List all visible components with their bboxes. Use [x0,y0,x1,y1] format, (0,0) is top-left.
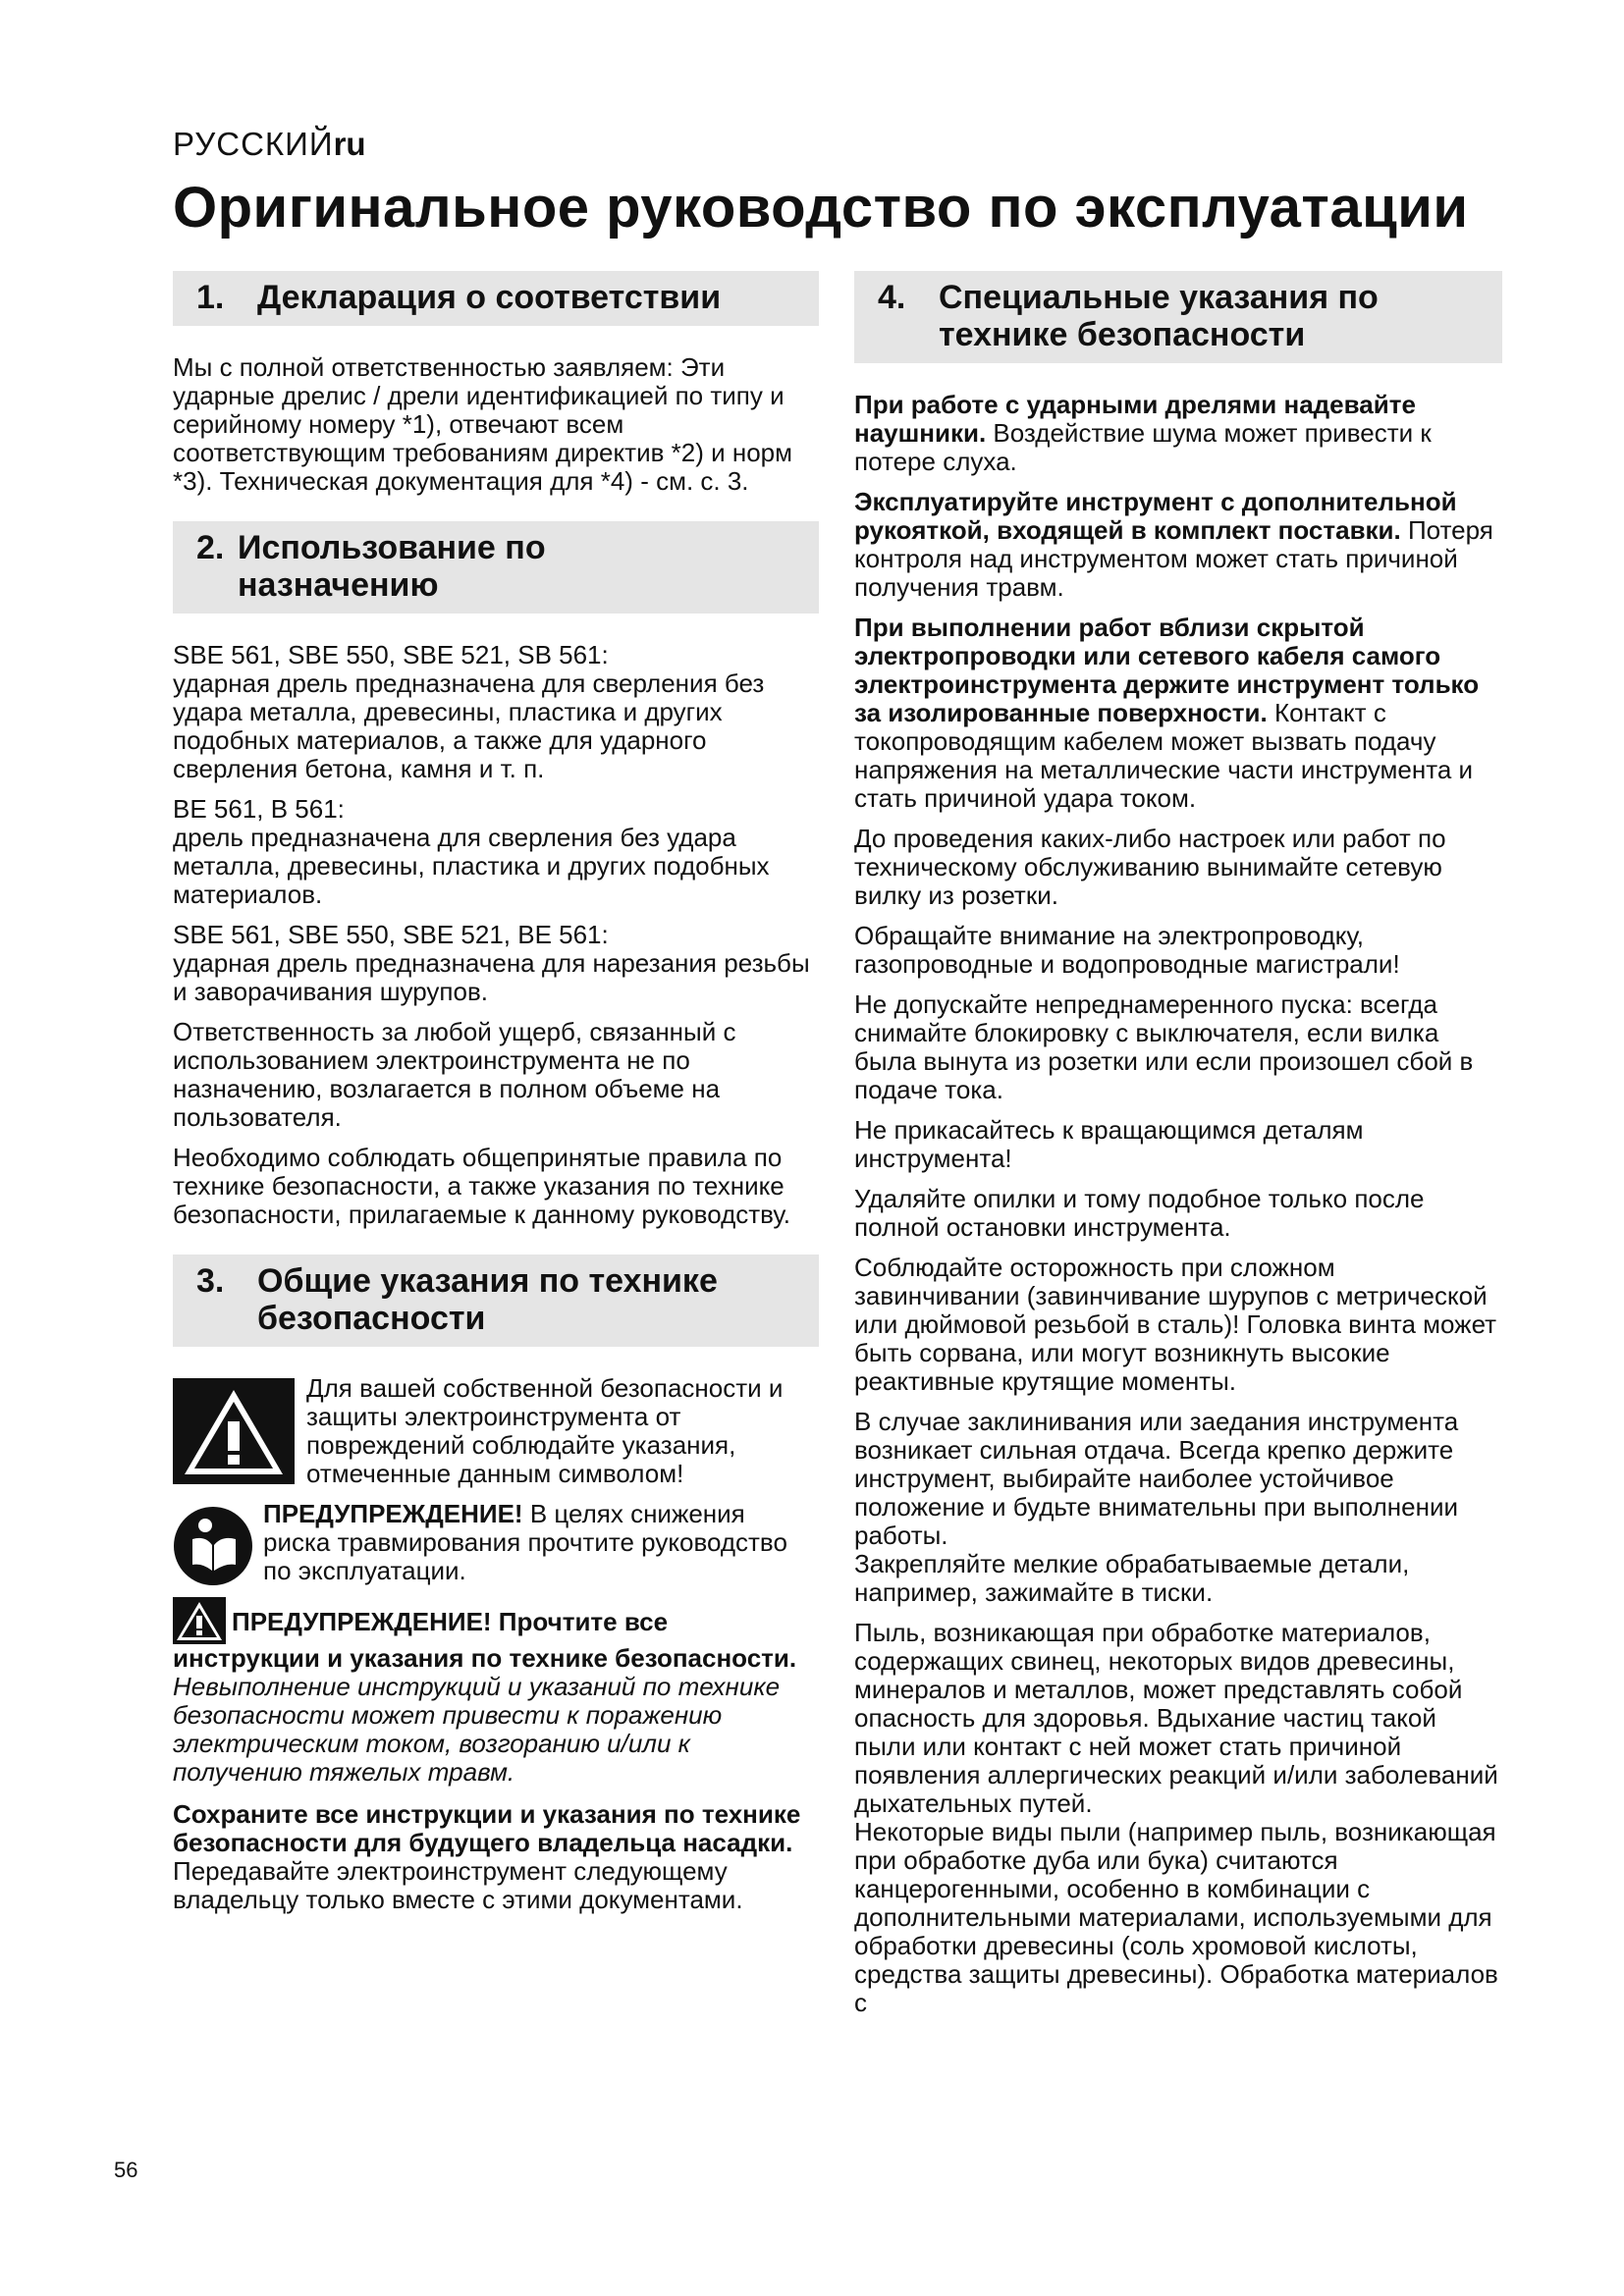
safety-item-bold: При выполнении работ вблизи скрытой электропроводки или сетевого кабеля самого электроинструмента держите инструмент только за изолированные поверхности. [854,613,1480,727]
model-list: SBE 561, SBE 550, SBE 521, BE 561: [173,920,609,949]
right-column [854,271,1502,2029]
safety-item [854,1818,1502,2017]
safety-item-bold: При работе с ударными дрелями надевайте наушники. [854,390,1416,448]
safety-item [854,1185,1502,1242]
small-warning-triangle-icon [173,1597,226,1644]
keep-bold-text: Сохраните все инструкции и указания по технике безопасности для будущего владельца насадки. [173,1799,801,1857]
safety-item-text: Потеря контроля над инструментом может стать причиной получения травм. [854,515,1493,602]
warning-label: ПРЕДУПРЕЖДЕНИЕ! [263,1499,523,1528]
warning-read-manual [263,1500,819,1585]
safety-item-text: Контакт с токопроводящим кабелем может вызвать подачу напряжения на металлические части инструмента и стать причиной удара током. [854,698,1474,813]
warning-triangle-icon [173,1378,295,1484]
section-2-heading [173,521,819,614]
paragraph: ударная дрель предназначена для нарезания резьбы и заворачивания шурупов. [173,948,810,1006]
keep-text: Передавайте электроинструмент следующему владельцу только вместе с этими документами. [173,1856,743,1914]
section-1-heading [173,271,819,326]
safety-item [854,391,1502,476]
page-number: 56 [114,2158,138,2182]
paragraph: Мы с полной ответственностью заявляем: Эти ударные дрелис / дрели идентификацией по типу и серийному номеру *1), отвечают всем соответствующим требованиям директив *2) и норм *3). Техническая документация для *4) - см. с. 3. [173,352,792,496]
general-warning [173,1597,819,1787]
safety-item-text: Не допускайте непреднамеренного пуска: всегда снимайте блокировку с выключателя, если вилка была вынута из розетки или если произошел сбой в подаче тока. [854,989,1474,1104]
paragraph: дрель предназначена для сверления без удара металла, древесины, пластика и других подобных материалов. [173,823,770,909]
safety-item-text: Некоторые виды пыли (например пыль, возникающая при обработке дуба или бука) считаются канцерогенными, особенно в комбинации с дополнительными материалами, используемыми для обработки древесины (соль хромовой кислоты, средства защиты древесины). Обработка материалов с [854,1817,1498,2017]
safety-item [854,1116,1502,1173]
safety-item [854,488,1502,602]
safety-item-text: Обращайте внимание на электропроводку, газопроводные и водопроводные магистрали! [854,921,1400,979]
section-4-heading [854,271,1502,363]
safety-item [854,1550,1502,1607]
safety-item-text: До проведения каких-либо настроек или работ по техническому обслуживанию вынимайте сетевую вилку из розетки. [854,824,1446,910]
section-number: 1. [196,279,225,316]
safety-item-text: Пыль, возникающая при обработке материалов, содержащих свинец, некоторых видов древесины, минералов и металлов, может представлять собой опасность для здоровья. Вдыхание частиц такой пыли или контакт с ней может стать причиной появления аллергических реакций и/или заболеваний дыхательных путей. [854,1618,1498,1818]
symbol-note-block [173,1374,819,1488]
safety-item [854,825,1502,910]
section-number: 2. [196,529,225,566]
left-column [173,271,819,1926]
section-title: Специальные указания по технике безопасности [939,279,1379,353]
language-name: РУССКИЙ [173,126,334,162]
section-title: Декларация о соответствии [257,279,722,316]
safety-item [854,614,1502,813]
safety-item-text: В случае заклинивания или заедания инструмента возникает сильная отдача. Всегда крепко держите инструмент, выбирайте наиболее устойчивое положение и будьте внимательны при выполнении работы. [854,1407,1459,1550]
safety-item-text: Удаляйте опилки и тому подобное только после полной остановки инструмента. [854,1184,1425,1242]
section-number: 3. [196,1262,225,1300]
read-manual-block [173,1500,819,1585]
section-title: Общие указания по технике безопасности [257,1262,718,1337]
paragraph: ударная дрель предназначена для сверления без удара металла, древесины, пластика и других подобных материалов, а также для ударного сверления бетона, камня и т. п. [173,668,765,783]
safety-item-text: Не прикасайтесь к вращающимся деталям инструмента! [854,1115,1364,1173]
model-list: SBE 561, SBE 550, SBE 521, SB 561: [173,640,609,669]
safety-item-text: Воздействие шума может привести к потере слуха. [854,418,1432,476]
language-code: ru [333,126,366,162]
safety-item [854,1619,1502,1818]
warning-italic-text: Невыполнение инструкций и указаний по технике безопасности может привести к поражению электрическим током, возгоранию и/или к получению тяжелых травм. [173,1672,781,1787]
section-title: Использование по назначению [238,529,546,604]
paragraph: Ответственность за любой ущерб, связанный с использованием электроинструмента не по назначению, возлагается в полном объеме на пользователя. [173,1017,736,1132]
section-3-heading [173,1255,819,1347]
warning-text: В целях снижения риска травмирования прочтите руководство по эксплуатации. [263,1499,787,1585]
safety-item-bold: Эксплуатируйте инструмент с дополнительной рукояткой, входящей в комплект поставки. [854,487,1457,545]
safety-item [854,990,1502,1104]
safety-item [854,1254,1502,1396]
warning-bold-text: ПРЕДУПРЕЖДЕНИЕ! Прочтите все инструкции и указания по технике безопасности. [173,1607,797,1673]
section-number: 4. [878,279,906,316]
safety-item [854,922,1502,979]
paragraph: Необходимо соблюдать общепринятые правила по технике безопасности, а также указания по технике безопасности, прилагаемые к данному руководству. [173,1143,791,1229]
symbol-note: Для вашей собственной безопасности и защиты электроинструмента от повреждений соблюдайте указания, отмеченные данным символом! [306,1373,784,1488]
model-list: BE 561, B 561: [173,794,345,824]
language-label [173,126,366,163]
page-title: Оригинальное руководство по эксплуатации [173,176,1469,240]
safety-item-text: Закрепляйте мелкие обрабатываемые детали, например, зажимайте в тиски. [854,1549,1410,1607]
read-manual-icon [173,1506,253,1586]
safety-item [854,1408,1502,1550]
keep-instructions [173,1800,819,1914]
safety-item-text: Соблюдайте осторожность при сложном завинчивании (завинчивание шурупов с метрической или дюймовой резьбой в сталь)! Головка винта может быть сорвана, или могут возникнуть высокие реактивные крутящие моменты. [854,1253,1497,1396]
